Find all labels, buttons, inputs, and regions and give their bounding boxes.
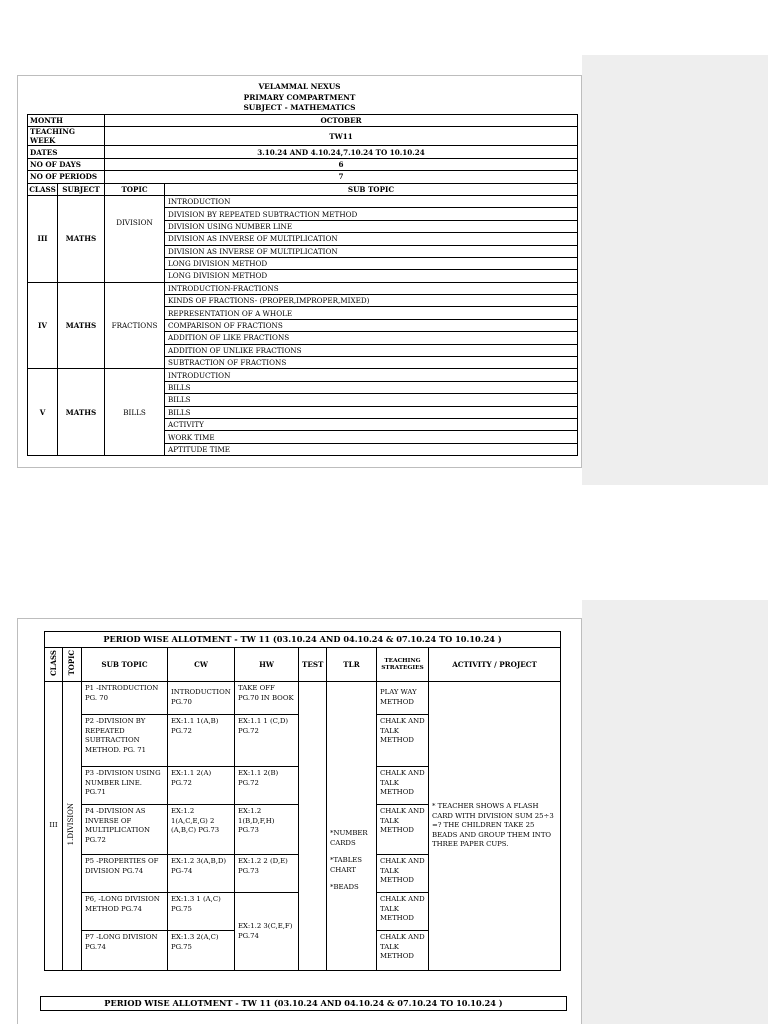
sub-topic-cell: BILLS <box>165 394 578 406</box>
col-topic: TOPIC <box>105 183 165 195</box>
compartment-name: PRIMARY COMPARTMENT <box>243 92 356 102</box>
period-cw: EX:1.1 1(A,B) PG.72 <box>168 715 235 767</box>
period-sub-topic: P7 -LONG DIVISION PG.74 <box>82 931 168 971</box>
tlr-item: *NUMBER CARDS <box>330 829 368 847</box>
period-sub-topic: P6, -LONG DIVISION METHOD PG.74 <box>82 893 168 931</box>
class-cell: III <box>28 195 58 282</box>
period-sub-topic: P5 -PROPERTIES OF DIVISION PG.74 <box>82 855 168 893</box>
header-teaching-strategies: TEACHING STRATEGIES <box>377 648 429 682</box>
period-hw: EX:1.2 1(B,D,F,H) PG.73 <box>235 805 299 855</box>
syllabus-table <box>27 114 578 456</box>
page-side-strip-bottom <box>582 600 768 1024</box>
sub-topic-cell: APTITUDE TIME <box>165 443 578 455</box>
period-cw: EX:1.3 2(A,C) PG.75 <box>168 931 235 971</box>
info-label: DATES <box>28 146 105 158</box>
info-value: TW11 <box>105 127 578 146</box>
topic-cell: FRACTIONS <box>105 282 165 369</box>
sub-topic-cell: BILLS <box>165 406 578 418</box>
header-tlr: TLR <box>327 648 377 682</box>
period-cw: EX:1.3 1 (A,C) PG.75 <box>168 893 235 931</box>
subject-cell: MATHS <box>58 195 105 282</box>
period-hw: EX:1.2 3(C,E,F) PG.74 <box>235 893 299 971</box>
document-page-1 <box>17 75 582 468</box>
subject-cell: MATHS <box>58 369 105 456</box>
topic-cell: DIVISION <box>105 195 165 282</box>
sub-topic-cell: DIVISION BY REPEATED SUBTRACTION METHOD <box>165 208 578 220</box>
school-name: VELAMMAL NEXUS <box>258 82 341 91</box>
tlr-item: *BEADS <box>330 883 359 892</box>
info-value: OCTOBER <box>105 115 578 127</box>
activity-cell: * TEACHER SHOWS A FLASH CARD WITH DIVISION SUM 25÷3 =? THE CHILDREN TAKE 25 BEADS AND GROUP THEM INTO THREE PAPER CUPS. <box>429 682 561 971</box>
period-hw: EX:1.2 2 (D,E) PG.73 <box>235 855 299 893</box>
class-cell: IV <box>28 282 58 369</box>
test-cell <box>299 682 327 971</box>
school-header <box>18 82 581 114</box>
sub-topic-cell: INTRODUCTION-FRACTIONS <box>165 282 578 294</box>
tlr-cell <box>327 682 377 971</box>
header-sub-topic: SUB TOPIC <box>82 648 168 682</box>
period-cw: EX:1.1 2(A) PG.72 <box>168 767 235 805</box>
sub-topic-cell: ADDITION OF LIKE FRACTIONS <box>165 332 578 344</box>
sub-topic-cell: ACTIVITY <box>165 418 578 430</box>
tlr-item: *TABLES CHART <box>330 856 363 874</box>
period-cw: EX:1.2 1(A,C,E,G) 2 (A,B,C) PG.73 <box>168 805 235 855</box>
period-strategy: CHALK AND TALK METHOD <box>377 893 429 931</box>
header-topic: TOPIC <box>63 648 82 682</box>
sub-topic-cell: DIVISION USING NUMBER LINE <box>165 220 578 232</box>
sub-topic-cell: LONG DIVISION METHOD <box>165 270 578 282</box>
info-label: NO OF PERIODS <box>28 171 105 183</box>
sub-topic-cell: WORK TIME <box>165 431 578 443</box>
header-class: CLASS <box>45 648 63 682</box>
period-strategy: CHALK AND TALK METHOD <box>377 855 429 893</box>
period-strategy: CHALK AND TALK METHOD <box>377 805 429 855</box>
class-cell: III <box>45 682 63 971</box>
period-allotment-title: PERIOD WISE ALLOTMENT - TW 11 (03.10.24 AND 04.10.24 & 07.10.24 TO 10.10.24 ) <box>45 632 561 648</box>
info-value: 7 <box>105 171 578 183</box>
header-activity: ACTIVITY / PROJECT <box>429 648 561 682</box>
sub-topic-cell: SUBTRACTION OF FRACTIONS <box>165 357 578 369</box>
topic-cell: BILLS <box>105 369 165 456</box>
period-cw: EX:1.2 3(A,B,D) PG-74 <box>168 855 235 893</box>
sub-topic-cell: INTRODUCTION <box>165 369 578 381</box>
info-value: 3.10.24 AND 4.10.24,7.10.24 TO 10.10.24 <box>105 146 578 158</box>
col-subject: SUBJECT <box>58 183 105 195</box>
period-hw: TAKE OFF PG.70 IN BOOK <box>235 682 299 715</box>
period-allotment-footer-title: PERIOD WISE ALLOTMENT - TW 11 (03.10.24 AND 04.10.24 & 07.10.24 TO 10.10.24 ) <box>40 996 567 1011</box>
period-hw: EX:1.1 2(B) PG.72 <box>235 767 299 805</box>
header-test: TEST <box>299 648 327 682</box>
subject-cell: MATHS <box>58 282 105 369</box>
sub-topic-cell: DIVISION AS INVERSE OF MULTIPLICATION <box>165 233 578 245</box>
info-value: 6 <box>105 158 578 170</box>
period-hw: EX:1.1 1 (C,D) PG.72 <box>235 715 299 767</box>
info-label: NO OF DAYS <box>28 158 105 170</box>
col-sub-topic: SUB TOPIC <box>165 183 578 195</box>
header-cw: CW <box>168 648 235 682</box>
header-hw: HW <box>235 648 299 682</box>
period-sub-topic: P4 -DIVISION AS INVERSE OF MULTIPLICATION PG.72 <box>82 805 168 855</box>
sub-topic-cell: ADDITION OF UNLIKE FRACTIONS <box>165 344 578 356</box>
period-sub-topic: P2 -DIVISION BY REPEATED SUBTRACTION METHOD. PG. 71 <box>82 715 168 767</box>
period-allotment-table <box>44 631 561 971</box>
period-strategy: CHALK AND TALK METHOD <box>377 931 429 971</box>
info-label: TEACHING WEEK <box>28 127 105 146</box>
sub-topic-cell: INTRODUCTION <box>165 195 578 207</box>
page-side-strip-top <box>582 55 768 485</box>
period-cw: INTRODUCTION PG.70 <box>168 682 235 715</box>
period-sub-topic: P1 -INTRODUCTION PG. 70 <box>82 682 168 715</box>
sub-topic-cell: REPRESENTATION OF A WHOLE <box>165 307 578 319</box>
class-cell: V <box>28 369 58 456</box>
topic-cell: 1.DIVISION <box>63 682 82 971</box>
period-sub-topic: P3 -DIVISION USING NUMBER LINE. PG.71 <box>82 767 168 805</box>
col-class: CLASS <box>29 184 56 194</box>
sub-topic-cell: LONG DIVISION METHOD <box>165 257 578 269</box>
subject-name: SUBJECT - MATHEMATICS <box>243 103 356 112</box>
document-page-2 <box>17 618 582 1024</box>
sub-topic-cell: DIVISION AS INVERSE OF MULTIPLICATION <box>165 245 578 257</box>
period-strategy: CHALK AND TALK METHOD <box>377 715 429 767</box>
period-strategy: PLAY WAY METHOD <box>377 682 429 715</box>
period-strategy: CHALK AND TALK METHOD <box>377 767 429 805</box>
sub-topic-cell: KINDS OF FRACTIONS- (PROPER,IMPROPER,MIXED) <box>165 295 578 307</box>
sub-topic-cell: COMPARISON OF FRACTIONS <box>165 319 578 331</box>
info-label: MONTH <box>28 115 105 127</box>
sub-topic-cell: BILLS <box>165 381 578 393</box>
